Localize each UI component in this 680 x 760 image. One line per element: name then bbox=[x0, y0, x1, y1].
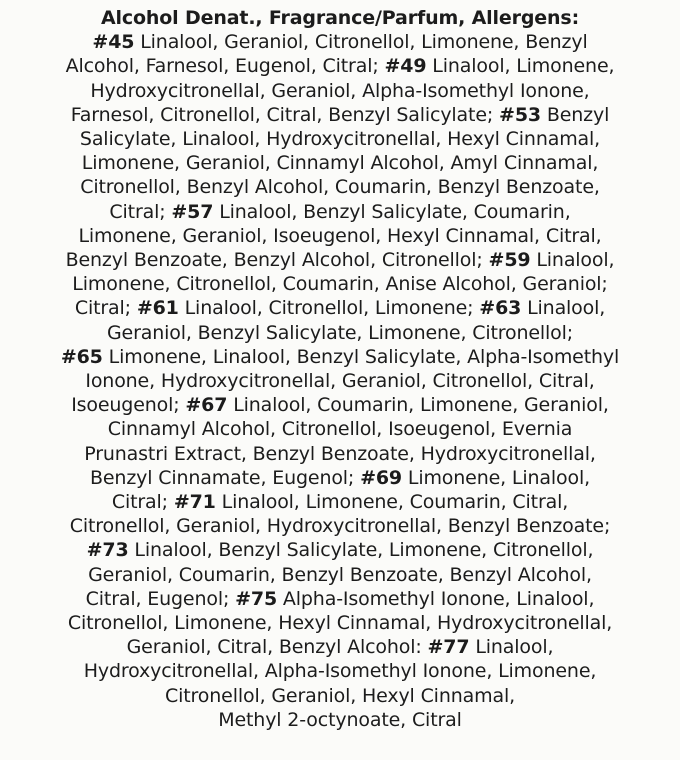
ingredient-line: Citral; #61 Linalool, Citronellol, Limonene; #63 Linalool, bbox=[74, 297, 606, 320]
ingredient-line: Hydroxycitronellal, Alpha-Isomethyl Ionone, Limonene, bbox=[83, 660, 597, 683]
ingredient-line: Citral; #71 Linalool, Limonene, Coumarin, Citral, bbox=[111, 491, 569, 514]
product-number: #77 bbox=[427, 636, 470, 659]
product-number: #67 bbox=[185, 394, 228, 417]
ingredient-line: Hydroxycitronellal, Geraniol, Alpha-Isomethyl Ionone, bbox=[90, 79, 590, 102]
ingredient-line: Citral, Eugenol; #75 Alpha-Isomethyl Ionone, Linalool, bbox=[85, 587, 595, 610]
product-number: #61 bbox=[136, 297, 179, 320]
product-number: #53 bbox=[499, 103, 541, 126]
ingredient-line: Citronellol, Limonene, Hexyl Cinnamal, Hydroxycitronellal, bbox=[67, 612, 613, 635]
ingredient-line: Limonene, Geraniol, Isoeugenol, Hexyl Cinnamal, Citral, bbox=[78, 224, 602, 247]
ingredient-line: Benzyl Cinnamate, Eugenol; #69 Limonene, Linalool, bbox=[90, 466, 590, 489]
ingredient-line: Alcohol, Farnesol, Eugenol, Citral; #49 Linalool, Limonene, bbox=[65, 55, 615, 78]
product-number: #57 bbox=[171, 200, 214, 223]
product-number: #63 bbox=[479, 297, 522, 320]
ingredient-line: Citronellol, Geraniol, Hexyl Cinnamal, bbox=[165, 684, 515, 707]
ingredients-lines bbox=[10, 30, 670, 732]
ingredient-line: Isoeugenol; #67 Linalool, Coumarin, Limonene, Geraniol, bbox=[71, 394, 609, 417]
product-number: #59 bbox=[488, 249, 531, 272]
product-number: #71 bbox=[173, 491, 216, 514]
product-number: #49 bbox=[384, 55, 427, 78]
ingredient-line: Citral; #57 Linalool, Benzyl Salicylate, Coumarin, bbox=[109, 200, 571, 223]
ingredients-label bbox=[10, 6, 670, 732]
ingredient-line: Limonene, Geraniol, Cinnamyl Alcohol, Amyl Cinnamal, bbox=[81, 152, 599, 175]
product-number: #65 bbox=[60, 345, 103, 368]
ingredients-heading: Alcohol Denat., Fragrance/Parfum, Allergens: bbox=[100, 7, 580, 29]
ingredient-line: Citronellol, Geraniol, Hydroxycitronellal, Benzyl Benzoate; bbox=[69, 515, 611, 538]
ingredient-line: Cinnamyl Alcohol, Citronellol, Isoeugenol, Evernia bbox=[107, 418, 573, 441]
product-number: #69 bbox=[360, 466, 402, 489]
ingredient-line: Prunastri Extract, Benzyl Benzoate, Hydroxycitronellal, bbox=[84, 442, 596, 465]
ingredient-line: #73 Linalool, Benzyl Salicylate, Limonene, Citronellol, bbox=[86, 539, 594, 562]
ingredient-line: Geraniol, Benzyl Salicylate, Limonene, Citronellol; bbox=[106, 321, 574, 344]
ingredient-line: Methyl 2-octynoate, Citral bbox=[218, 708, 462, 731]
ingredient-line: Farnesol, Citronellol, Citral, Benzyl Salicylate; #53 Benzyl bbox=[70, 103, 610, 126]
product-number: #45 bbox=[92, 31, 135, 54]
ingredient-line: #65 Limonene, Linalool, Benzyl Salicylate, Alpha-Isomethyl bbox=[60, 345, 620, 368]
ingredient-line: Limonene, Citronellol, Coumarin, Anise Alcohol, Geraniol; bbox=[72, 273, 608, 296]
ingredient-line: Geraniol, Citral, Benzyl Alcohol: #77 Linalool, bbox=[126, 636, 554, 659]
product-number: #75 bbox=[235, 587, 278, 610]
ingredient-line: #45 Linalool, Geraniol, Citronellol, Limonene, Benzyl bbox=[92, 31, 588, 54]
ingredient-line: Ionone, Hydroxycitronellal, Geraniol, Citronellol, Citral, bbox=[85, 370, 595, 393]
ingredient-line: Geraniol, Coumarin, Benzyl Benzoate, Benzyl Alcohol, bbox=[88, 563, 592, 586]
ingredient-line: Citronellol, Benzyl Alcohol, Coumarin, Benzyl Benzoate, bbox=[80, 176, 600, 199]
ingredient-line: Salicylate, Linalool, Hydroxycitronellal, Hexyl Cinnamal, bbox=[79, 128, 601, 151]
ingredient-line: Benzyl Benzoate, Benzyl Alcohol, Citronellol; #59 Linalool, bbox=[65, 249, 615, 272]
product-number: #73 bbox=[86, 539, 129, 562]
